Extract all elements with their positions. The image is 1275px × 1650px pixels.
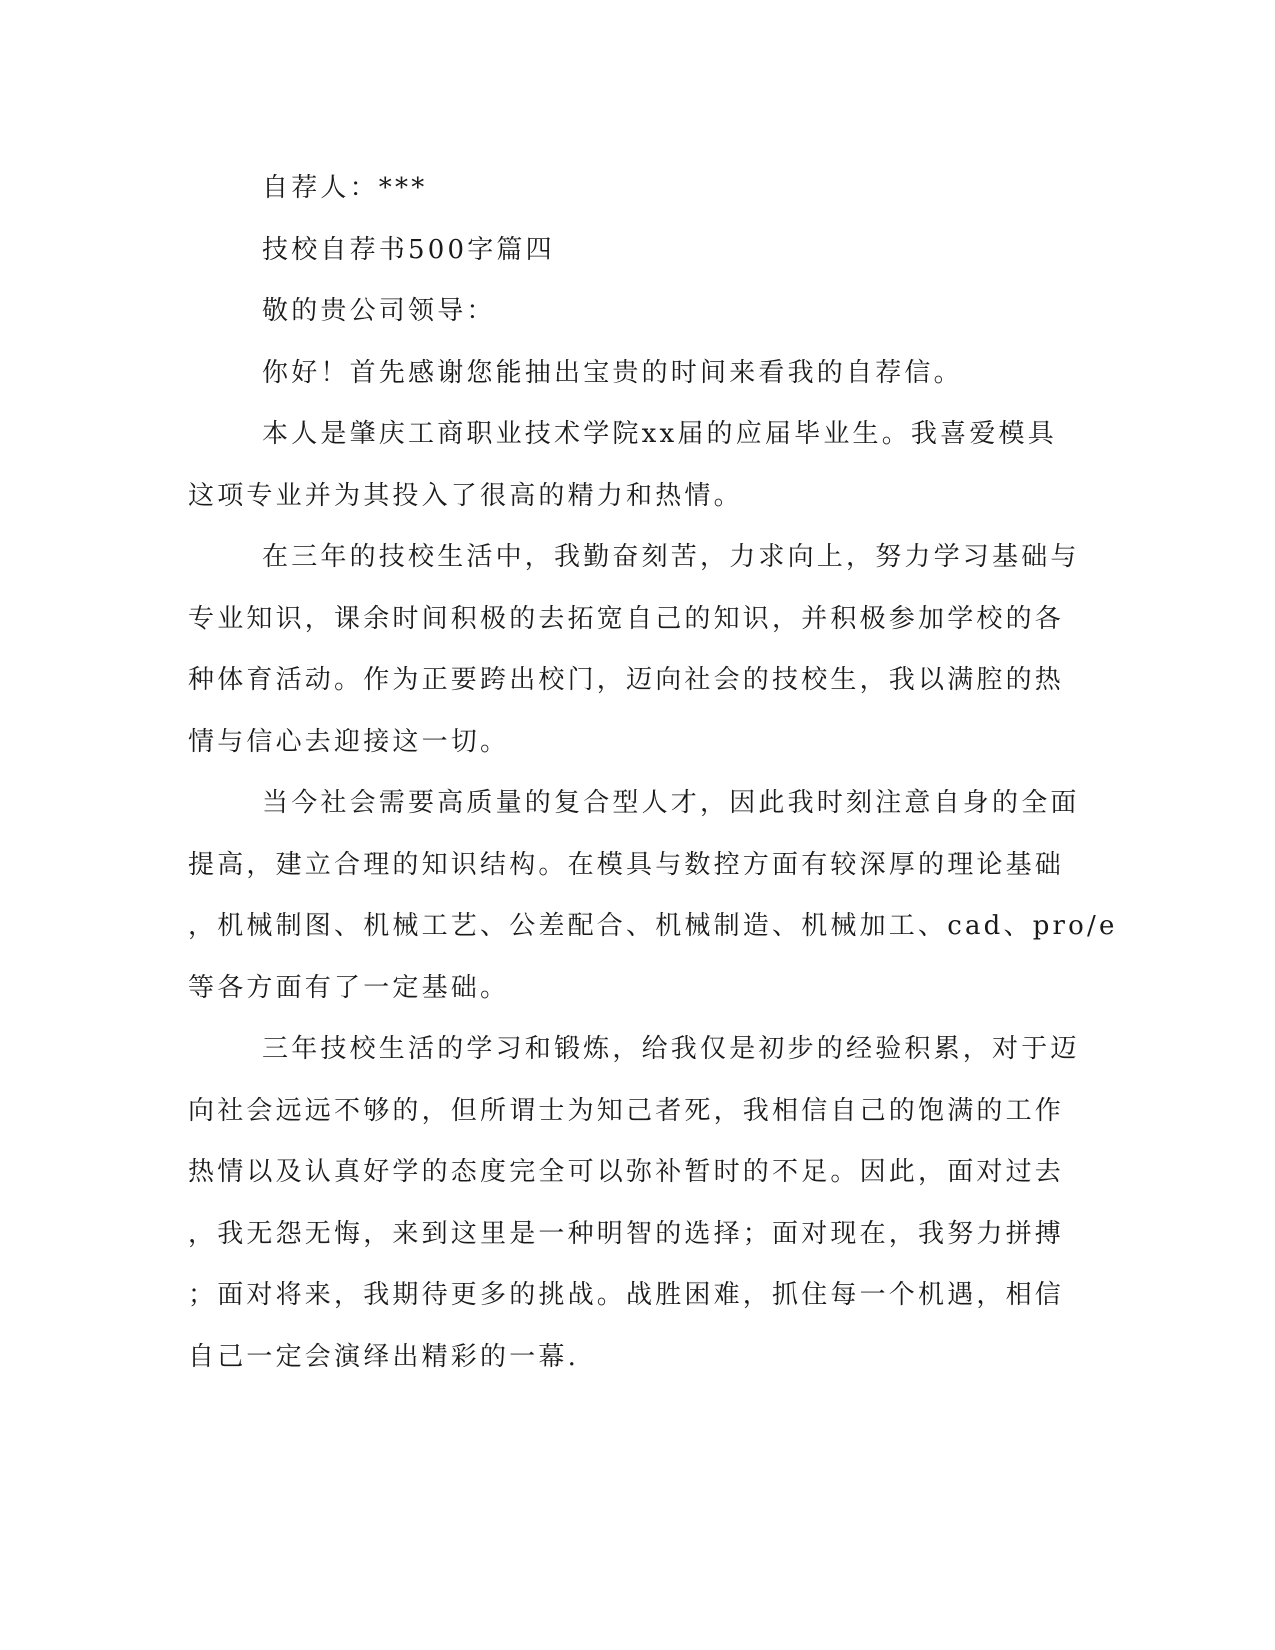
paragraph-line: 当今社会需要高质量的复合型人才，因此我时刻注意自身的全面 <box>262 788 1080 818</box>
paragraph-line: 热情以及认真好学的态度完全可以弥补暂时的不足。因此，面对过去 <box>188 1157 1065 1187</box>
signature-line: 自荐人：*** <box>262 173 428 203</box>
paragraph-line: 专业知识，课余时间积极的去拓宽自己的知识，并积极参加学校的各 <box>188 603 1065 634</box>
paragraph-line: 自己一定会演绎出精彩的一幕. <box>188 1341 580 1372</box>
paragraph-line: 向社会远远不够的，但所谓士为知己者死，我相信自己的饱满的工作 <box>188 1095 1065 1126</box>
section-heading: 技校自荐书500字篇四 <box>262 234 555 265</box>
letter-body <box>188 158 1118 1388</box>
greeting-line: 你好！首先感谢您能抽出宝贵的时间来看我的自荐信。 <box>262 357 963 388</box>
paragraph-line: ；面对将来，我期待更多的挑战。战胜困难，抓住每一个机遇，相信 <box>188 1280 1065 1310</box>
paragraph-line: 情与信心去迎接这一切。 <box>188 726 510 757</box>
paragraph-line: 这项专业并为其投入了很高的精力和热情。 <box>188 480 743 511</box>
paragraph-line: 三年技校生活的学习和锻炼，给我仅是初步的经验积累，对于迈 <box>262 1034 1080 1064</box>
paragraph-line: 提高，建立合理的知识结构。在模具与数控方面有较深厚的理论基础 <box>188 849 1065 880</box>
paragraph-line: ，机械制图、机械工艺、公差配合、机械制造、机械加工、cad、pro/e <box>188 911 1118 941</box>
salutation: 敬的贵公司领导： <box>262 296 496 326</box>
paragraph-line: ，我无怨无悔，来到这里是一种明智的选择；面对现在，我努力拼搏 <box>188 1218 1065 1249</box>
paragraph-line: 在三年的技校生活中，我勤奋刻苦，力求向上，努力学习基础与 <box>262 542 1080 572</box>
paragraph-line: 本人是肇庆工商职业技术学院xx届的应届毕业生。我喜爱模具 <box>262 419 1057 449</box>
paragraph-line: 等各方面有了一定基础。 <box>188 972 510 1003</box>
paragraph-line: 种体育活动。作为正要跨出校门，迈向社会的技校生，我以满腔的热 <box>188 665 1065 695</box>
